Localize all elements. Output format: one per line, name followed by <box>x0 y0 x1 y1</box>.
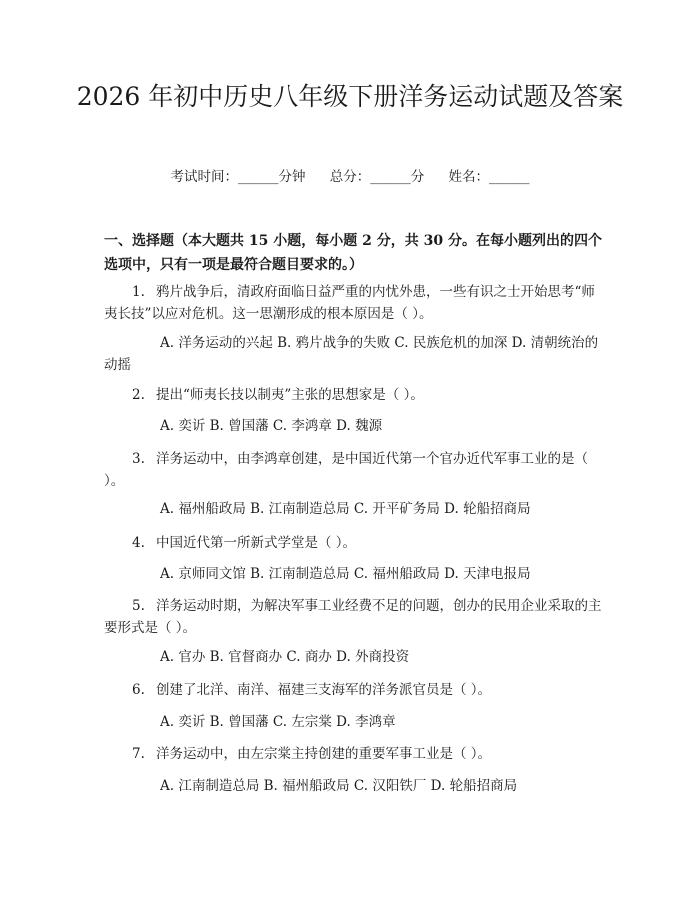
question-6 <box>104 679 604 701</box>
section-heading: 一、选择题（本大题共 15 小题，每小题 2 分，共 30 分。在每小题列出的四个选项中，只有一项是最符合题目要求的。） <box>104 233 602 273</box>
question-number: 4. <box>132 535 145 551</box>
exam-info-line <box>0 167 700 187</box>
question-number: 2. <box>132 387 145 403</box>
exam-time-field: 考试时间：______分钟 <box>170 169 306 185</box>
question-number: 5. <box>132 598 145 614</box>
question-4 <box>104 532 604 554</box>
question-5 <box>104 595 604 639</box>
question-7 <box>104 743 604 765</box>
question-stem: 洋务运动中，由李鸿章创建，是中国近代第一个官办近代军事工业的是（ ）。 <box>104 451 588 489</box>
question-text <box>104 595 604 639</box>
question-number: 3. <box>132 451 145 467</box>
question-stem: 鸦片战争后，清政府面临日益严重的内忧外患，一些有识之士开始思考“师夷长技”以应对危机。这一思潮形成的根本原因是（ ）。 <box>104 284 595 322</box>
question-3-options: A. 福州船政局 B. 江南制造总局 C. 开平矿务局 D. 轮船招商局 <box>160 501 531 517</box>
question-stem: 洋务运动时期，为解决军事工业经费不足的问题，创办的民用企业采取的主要形式是（ ）。 <box>104 598 602 636</box>
question-stem: 洋务运动中，由左宗棠主持创建的重要军事工业是（ ）。 <box>156 746 492 762</box>
question-6-options: A. 奕䜣 B. 曾国藩 C. 左宗棠 D. 李鸿章 <box>160 714 396 730</box>
question-stem: 提出“师夷长技以制夷”主张的思想家是（ ）。 <box>156 387 424 403</box>
question-1 <box>104 281 604 325</box>
question-text <box>104 281 604 325</box>
total-score-field: 总分：______分 <box>329 169 425 185</box>
student-name-field: 姓名：______ <box>448 169 530 185</box>
question-stem: 创建了北洋、南洋、福建三支海军的洋务派官员是（ ）。 <box>156 682 492 698</box>
document-title: 2026 年初中历史八年级下册洋务运动试题及答案 <box>76 82 624 111</box>
question-2 <box>104 384 604 406</box>
question-text <box>104 679 604 701</box>
question-number: 7. <box>132 746 145 762</box>
question-4-options: A. 京师同文馆 B. 江南制造总局 C. 福州船政局 D. 天津电报局 <box>160 566 531 582</box>
question-7-options: A. 江南制造总局 B. 福州船政局 C. 汉阳铁厂 D. 轮船招商局 <box>160 778 518 794</box>
question-1-options: A. 洋务运动的兴起 B. 鸦片战争的失败 C. 民族危机的加深 D. 清朝统治的动摇 <box>104 335 599 373</box>
question-text <box>104 743 604 765</box>
question-text <box>104 384 604 406</box>
question-5-options: A. 官办 B. 官督商办 C. 商办 D. 外商投资 <box>160 649 410 665</box>
question-stem: 中国近代第一所新式学堂是（ ）。 <box>156 535 357 551</box>
question-3 <box>104 448 604 492</box>
question-text <box>104 532 604 554</box>
question-number: 6. <box>132 682 145 698</box>
question-2-options: A. 奕䜣 B. 曾国藩 C. 李鸿章 D. 魏源 <box>160 418 383 434</box>
question-number: 1. <box>132 284 145 300</box>
question-text <box>104 448 604 492</box>
